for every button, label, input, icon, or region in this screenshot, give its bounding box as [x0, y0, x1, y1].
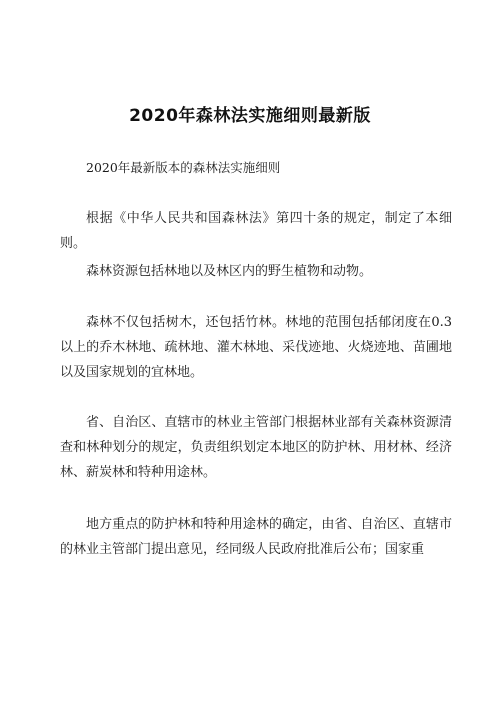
paragraph-forest-classification: 省、自治区、直辖市的林业主管部门根据林业部有关森林资源清查和林种划分的规定，负责组织划定本地区的防护林、用材林、经济林、薪炭林和特种用途林。	[60, 415, 452, 480]
paragraph-basis: 根据《中华人民共和国森林法》第四十条的规定，制定了本细则。	[60, 211, 452, 251]
document-title: 2020年森林法实施细则最新版	[129, 106, 371, 126]
paragraph-resources: 森林资源包括林地以及林区内的野生植物和动物。	[86, 264, 373, 279]
paragraph-key-forests: 地方重点的防护林和特种用途林的确定，由省、自治区、直辖市的林业主管部门提出意见，经同级人民政府批准后公布；国家重	[60, 517, 452, 557]
paragraph-forest-scope: 森林不仅包括树木，还包括竹林。林地的范围包括郁闭度在0.3以上的乔木林地、疏林地、灌木林地、采伐迹地、火烧迹地、苗圃地以及国家规划的宜林地。	[60, 315, 452, 380]
paragraph-subtitle: 2020年最新版本的森林法实施细则	[86, 160, 281, 175]
